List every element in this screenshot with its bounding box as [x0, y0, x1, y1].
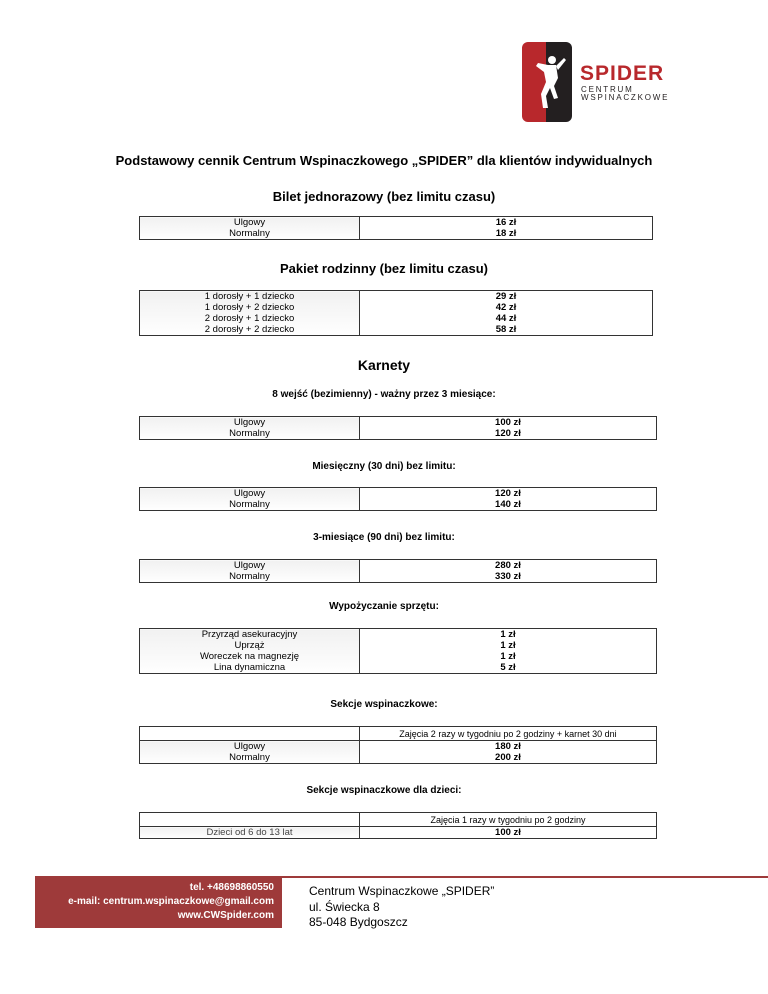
footer-divider [282, 876, 768, 878]
sections-table [139, 726, 657, 764]
price-cell: 44 zł [495, 313, 517, 324]
eight-prices [360, 417, 657, 440]
footer-city: 85-048 Bydgoszcz [309, 915, 408, 929]
sections-note-empty [140, 727, 360, 741]
rental-table [139, 628, 657, 674]
eight-heading: 8 wejść (bezimienny) - ważny przez 3 miesiące: [272, 389, 496, 400]
price-cell: 280 zł [495, 560, 521, 571]
sections-note: Zajęcia 2 razy w tygodniu po 2 godziny + karnet 30 dni [360, 727, 657, 741]
label-cell: Normalny [229, 428, 270, 439]
quarter-prices [360, 560, 657, 583]
price-cell: 180 zł [495, 741, 521, 752]
price-cell: 100 zł [495, 417, 521, 428]
label-cell: Ulgowy [233, 741, 266, 752]
family-table [139, 290, 653, 336]
monthly-heading: Miesięczny (30 dni) bez limitu: [312, 461, 456, 472]
price-cell: 5 zł [500, 662, 516, 673]
price-cell: 42 zł [495, 302, 517, 313]
sections-prices [360, 741, 657, 764]
footer-contact-box [35, 876, 282, 928]
price-cell: 120 zł [495, 488, 521, 499]
price-cell: 140 zł [495, 499, 521, 510]
rental-labels [140, 629, 360, 674]
label-cell: Normalny [229, 499, 270, 510]
label-cell: Uprząż [234, 640, 265, 651]
footer-email[interactable]: e-mail: centrum.wspinaczkowe@gmail.com [68, 896, 274, 907]
footer-web[interactable]: www.CWSpider.com [177, 910, 274, 921]
price-cell: 1 zł [500, 651, 516, 662]
footer-contact [34, 881, 274, 923]
kids-heading: Sekcje wspinaczkowe dla dzieci: [306, 785, 462, 796]
single-labels [140, 217, 360, 240]
monthly-table [139, 487, 657, 511]
price-cell: 16 zł [495, 217, 517, 228]
kids-table [139, 812, 657, 839]
rental-prices [360, 629, 657, 674]
page-title: Podstawowy cennik Centrum Wspinaczkowego „SPIDER” dla klientów indywidualnych [115, 153, 653, 168]
footer-phone[interactable]: tel. +48698860550 [189, 882, 274, 893]
price-cell: 1 zł [500, 640, 516, 651]
logo-sub-2: WSPINACZKOWE [581, 93, 670, 102]
kids-labels [140, 827, 360, 839]
label-cell: 2 dorosły + 1 dziecko [204, 313, 295, 324]
label-cell: Przyrząd asekuracyjny [201, 629, 298, 640]
label-cell: Ulgowy [233, 417, 266, 428]
label-cell: Woreczek na magnezję [199, 651, 300, 662]
label-cell: Ulgowy [233, 217, 266, 228]
kids-prices [360, 827, 657, 839]
price-cell: 120 zł [495, 428, 521, 439]
label-cell: Normalny [229, 752, 270, 763]
price-cell: 1 zł [500, 629, 516, 640]
price-cell: 100 zł [495, 827, 521, 838]
label-cell: Lina dynamiczna [213, 662, 286, 673]
price-cell: 29 zł [495, 291, 517, 302]
rental-heading: Wypożyczanie sprzętu: [329, 601, 439, 612]
price-cell: 330 zł [495, 571, 521, 582]
footer-street: ul. Świecka 8 [309, 899, 380, 914]
price-cell: 200 zł [495, 752, 521, 763]
footer-org: Centrum Wspinaczkowe „SPIDER” [309, 884, 495, 898]
logo [522, 42, 682, 122]
price-cell: 18 zł [495, 228, 517, 239]
label-cell: Dzieci od 6 do 13 lat [206, 827, 293, 838]
family-heading: Pakiet rodzinny (bez limitu czasu) [279, 261, 489, 276]
monthly-prices [360, 488, 657, 511]
logo-sub-1: CENTRUM [581, 85, 634, 94]
label-cell: Normalny [229, 571, 270, 582]
quarter-table [139, 559, 657, 583]
eight-labels [140, 417, 360, 440]
quarter-labels [140, 560, 360, 583]
eight-table [139, 416, 657, 440]
passes-heading: Karnety [357, 357, 411, 373]
kids-note-empty [140, 813, 360, 827]
family-prices [360, 291, 653, 336]
single-heading: Bilet jednorazowy (bez limitu czasu) [272, 189, 496, 204]
label-cell: 1 dorosły + 1 dziecko [204, 291, 295, 302]
label-cell: 1 dorosły + 2 dziecko [204, 302, 295, 313]
label-cell: Ulgowy [233, 560, 266, 571]
single-table [139, 216, 653, 240]
logo-subtitle [581, 86, 669, 102]
family-labels [140, 291, 360, 336]
label-cell: Ulgowy [233, 488, 266, 499]
price-cell: 58 zł [495, 324, 517, 335]
footer-address [309, 884, 494, 931]
logo-title: SPIDER [580, 62, 665, 85]
quarter-heading: 3-miesiące (90 dni) bez limitu: [313, 532, 455, 543]
monthly-labels [140, 488, 360, 511]
kids-note: Zajęcia 1 razy w tygodniu po 2 godziny [360, 813, 657, 827]
label-cell: 2 dorosły + 2 dziecko [204, 324, 295, 335]
climber-icon [526, 52, 570, 114]
single-prices [360, 217, 653, 240]
sections-heading: Sekcje wspinaczkowe: [330, 699, 438, 710]
label-cell: Normalny [229, 228, 270, 239]
sections-labels [140, 741, 360, 764]
